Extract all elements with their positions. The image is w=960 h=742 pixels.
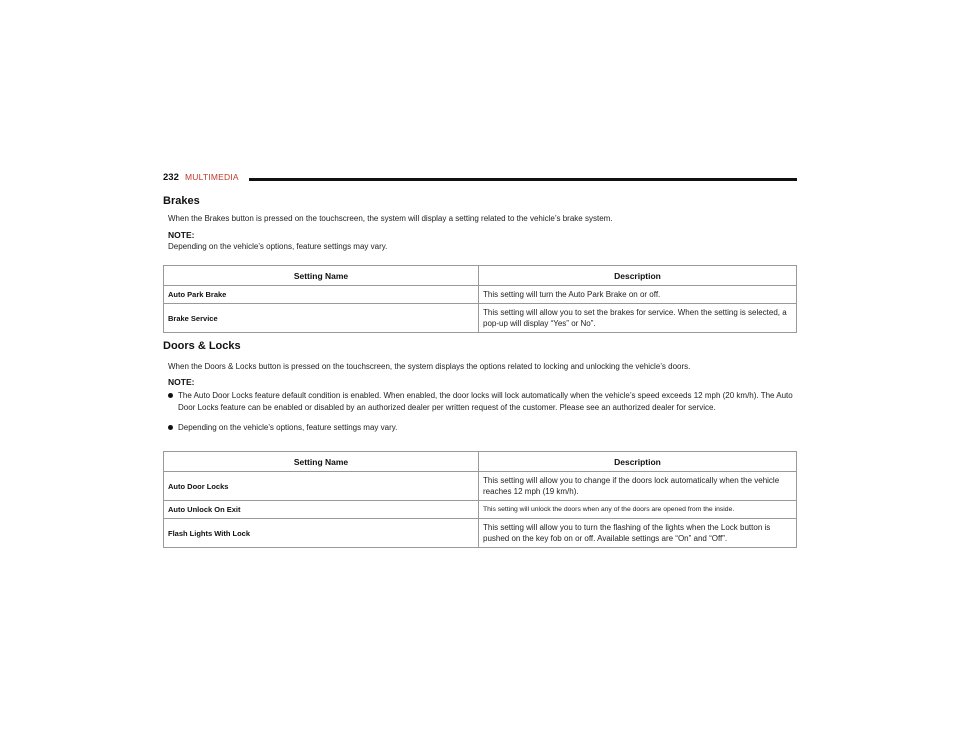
setting-description-cell: This setting will allow you to turn the flashing of the lights when the Lock button is pushed on the key fob on or off. Available settings are “On” and “Off”. [479, 519, 797, 548]
setting-description-cell: This setting will turn the Auto Park Brake on or off. [479, 286, 797, 304]
bullet-icon [168, 393, 173, 398]
header-rule [249, 178, 797, 181]
list-item-text: Depending on the vehicle’s options, feature settings may vary. [178, 423, 398, 432]
brakes-heading: Brakes [163, 195, 200, 207]
list-item [168, 390, 798, 414]
bullet-icon [168, 425, 173, 430]
setting-description-cell: This setting will unlock the doors when any of the doors are opened from the inside. [479, 501, 797, 519]
setting-name-cell: Brake Service [164, 304, 479, 333]
table-row [164, 519, 797, 548]
doors-locks-intro: When the Doors & Locks button is pressed on the touchscreen, the system displays the options related to locking and unlocking the vehicle’s doors. [168, 362, 691, 371]
brakes-intro: When the Brakes button is pressed on the touchscreen, the system will display a setting related to the vehicle’s brake system. [168, 214, 613, 223]
doors-locks-settings-table [163, 451, 797, 548]
column-header-setting-name: Setting Name [164, 452, 479, 472]
page-number: 232 [163, 172, 179, 183]
doors-locks-note-label: NOTE: [168, 377, 195, 387]
table-row [164, 501, 797, 519]
setting-name-cell: Auto Park Brake [164, 286, 479, 304]
table-row [164, 286, 797, 304]
table-row [164, 304, 797, 333]
column-header-setting-name: Setting Name [164, 266, 479, 286]
table-header-row [164, 452, 797, 472]
brakes-note-label: NOTE: [168, 230, 195, 240]
list-item [168, 422, 798, 434]
page-header [163, 172, 797, 186]
column-header-description: Description [479, 452, 797, 472]
setting-name-cell: Auto Door Locks [164, 472, 479, 501]
doors-locks-heading: Doors & Locks [163, 340, 241, 352]
doors-locks-note-list [168, 390, 798, 442]
brakes-settings-table [163, 265, 797, 333]
table-row [164, 472, 797, 501]
column-header-description: Description [479, 266, 797, 286]
setting-description-cell: This setting will allow you to change if the doors lock automatically when the vehicle reaches 12 mph (19 km/h). [479, 472, 797, 501]
setting-name-cell: Auto Unlock On Exit [164, 501, 479, 519]
table-header-row [164, 266, 797, 286]
setting-name-cell: Flash Lights With Lock [164, 519, 479, 548]
list-item-text: The Auto Door Locks feature default condition is enabled. When enabled, the door locks will lock automatically when the vehicle’s speed exceeds 12 mph (20 km/h). The Auto Door Locks feature can be enabled or disabled by an authorized dealer per written request of the customer. Please see an authorized dealer for service. [178, 391, 793, 412]
section-name: MULTIMEDIA [185, 172, 239, 182]
brakes-note-text: Depending on the vehicle’s options, feature settings may vary. [168, 242, 388, 251]
setting-description-cell: This setting will allow you to set the brakes for service. When the setting is selected, a pop-up will display “Yes” or No”. [479, 304, 797, 333]
